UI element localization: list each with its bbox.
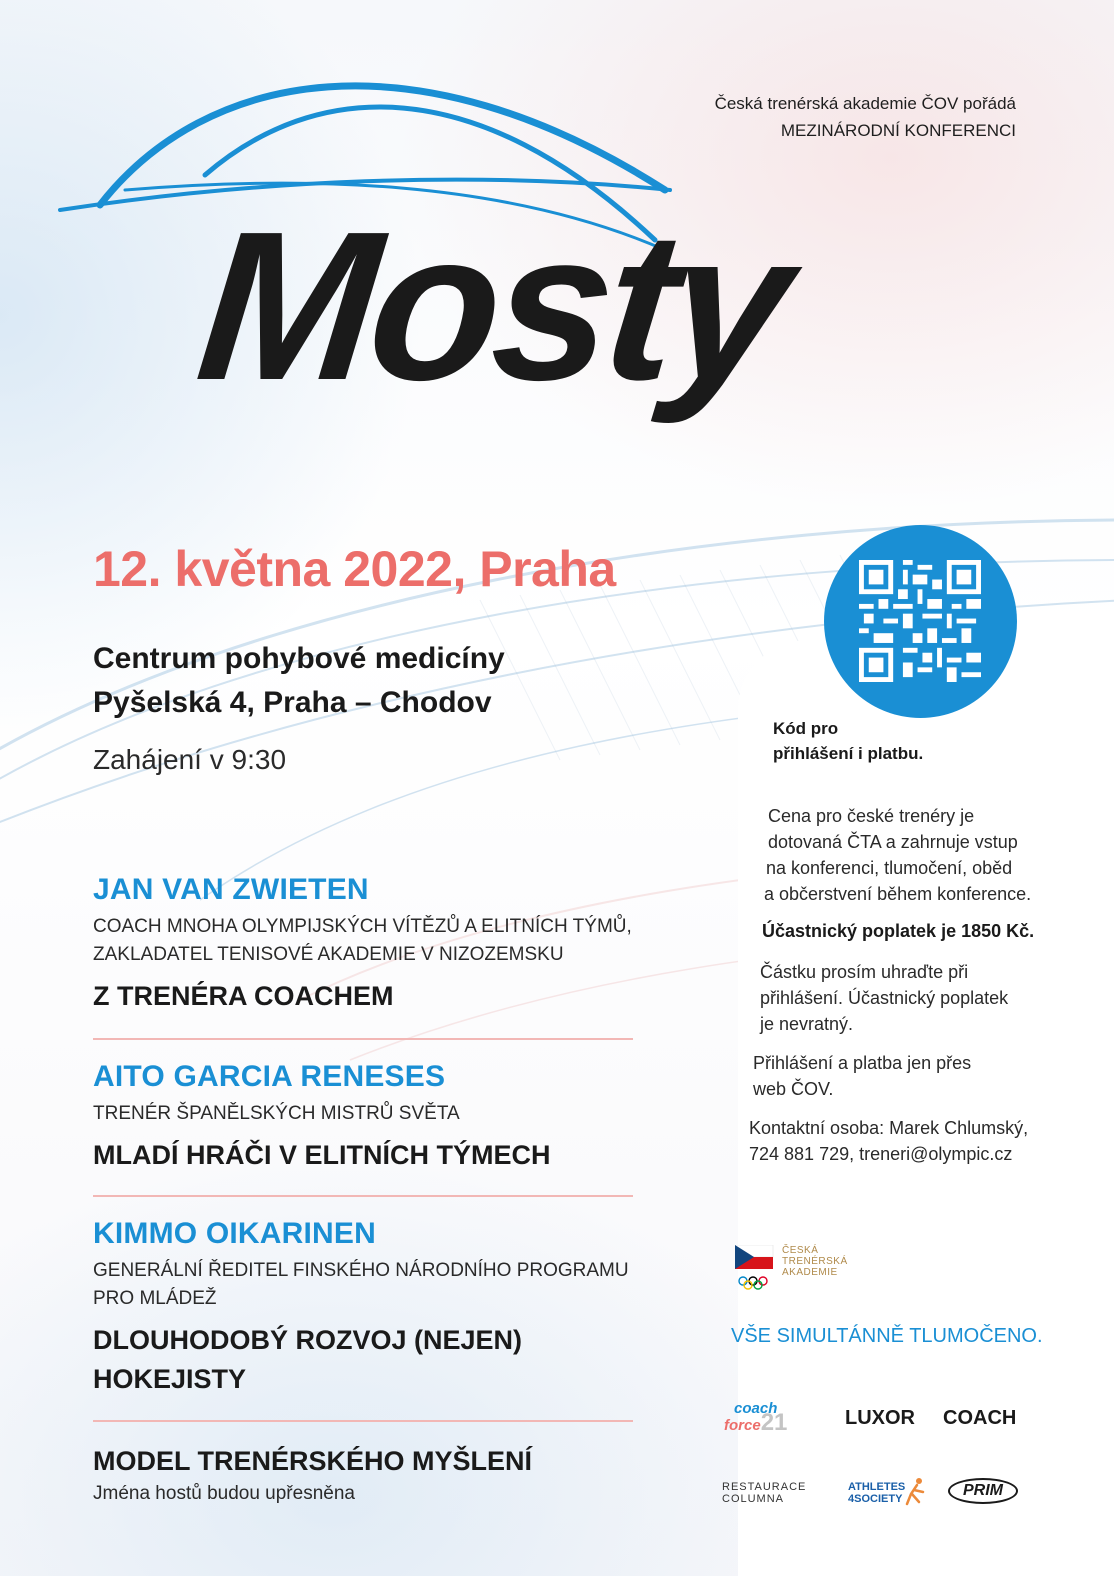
venue [93,637,505,725]
speaker-desc: GENERÁLNÍ ŘEDITEL FINSKÉHO NÁRODNÍHO PROGRAMU [93,1260,629,1281]
speaker-name: KIMMO OIKARINEN [93,1217,376,1250]
qr-caption-line-2: přihlášení i platbu. [773,744,924,763]
athletes-logo [848,1481,905,1505]
cta-line: ČESKÁ [782,1245,819,1256]
cta-line: AKADEMIE [782,1267,838,1278]
web-line: Přihlášení a platba jen přes [753,1053,972,1073]
intro-text [715,90,1016,144]
price-info-2 [766,855,1012,881]
web-info [753,1050,971,1102]
coachforce-logo [724,1400,788,1436]
columna-logo [722,1481,806,1505]
speaker-block-3 [93,1217,629,1399]
coachforce-part: force [724,1417,761,1434]
coachforce-part: coach [734,1400,778,1417]
coachforce-part: 21 [760,1409,788,1436]
event-date: 12. května 2022, Praha [93,541,616,597]
qr-caption [773,716,923,766]
start-time: Zahájení v 9:30 [93,744,287,775]
intro-line-1: Česká trenérská akademie ČOV pořádá [714,94,1016,113]
price-line: a občerstvení během konference. [764,884,1032,904]
speaker-block-1 [93,873,632,1016]
speaker-name: AITO GARCIA RENESES [93,1060,446,1093]
columna-line: COLUMNA [722,1493,785,1505]
talk-title: DLOUHODOBÝ ROZVOJ (NEJEN) [93,1325,523,1355]
payment-line: je nevratný. [760,1014,854,1034]
venue-address: Pyšelská 4, Praha – Chodov [93,686,492,719]
price-line: na konferenci, tlumočení, oběd [766,858,1013,878]
cta-line: TRENÉRSKÁ [782,1256,848,1267]
columna-line: RESTAURACE [722,1481,807,1493]
speaker-desc: ZAKLADATEL TENISOVÉ AKADEMIE V NIZOZEMSKU [93,944,564,965]
poster-title: Mosty [188,187,797,424]
simultaneous-note: VŠE SIMULTÁNNĚ TLUMOČENO. [731,1325,1043,1347]
payment-line: Částku prosím uhraďte při [760,962,969,982]
price-line: dotovaná ČTA a zahrnuje vstup [768,832,1018,852]
athlete-figure-icon [905,1476,927,1506]
price-info [768,803,1018,855]
speaker-desc: TRENÉR ŠPANĚLSKÝCH MISTRŮ SVĚTA [93,1103,460,1124]
intro-line-2: MEZINÁRODNÍ KONFERENCI [780,121,1016,140]
payment-line: přihlášení. Účastnický poplatek [760,988,1009,1008]
guests-note: Jména hostů budou upřesněna [93,1483,355,1504]
talk-title: MODEL TRENÉRSKÉHO MYŠLENÍ [93,1446,533,1476]
talk-title: HOKEJISTY [93,1364,247,1394]
final-block [93,1442,532,1505]
web-line: web ČOV. [753,1079,834,1099]
luxor-logo: LUXOR [845,1407,915,1429]
athletes-line: 4SOCIETY [848,1493,903,1505]
qr-caption-line-1: Kód pro [773,719,839,738]
info-panel [738,640,1114,1576]
talk-title: MLADÍ HRÁČI V ELITNÍCH TÝMECH [93,1140,551,1170]
prim-logo: PRIM [948,1478,1018,1504]
divider [93,1420,633,1422]
venue-name: Centrum pohybové medicíny [93,642,505,675]
qr-code-icon[interactable] [859,560,981,682]
contact-line: Kontaktní osoba: Marek Chlumský, [749,1118,1029,1138]
fee-text: Účastnický poplatek je 1850 Kč. [762,921,1035,941]
divider [93,1195,633,1197]
speaker-desc: COACH MNOHA OLYMPIJSKÝCH VÍTĚZŮ A ELITNÍCH TÝMŮ, [93,916,632,937]
athletes-line: ATHLETES [848,1481,906,1493]
contact-info [749,1115,1028,1167]
divider [93,1038,633,1040]
price-line: Cena pro české trenéry je [768,806,975,826]
czech-flag-olympic-icon [735,1245,777,1295]
speaker-name: JAN VAN ZWIETEN [93,873,369,906]
price-info-3 [764,881,1031,907]
speaker-block-2 [93,1060,550,1175]
talk-title: Z TRENÉRA COACHEM [93,981,394,1011]
contact-line[interactable]: 724 881 729, treneri@olympic.cz [749,1144,1013,1164]
cta-logo-text [782,1245,848,1278]
speaker-desc: PRO MLÁDEŽ [93,1288,217,1309]
coach-logo: COACH [943,1407,1017,1429]
payment-info [760,959,1008,1037]
